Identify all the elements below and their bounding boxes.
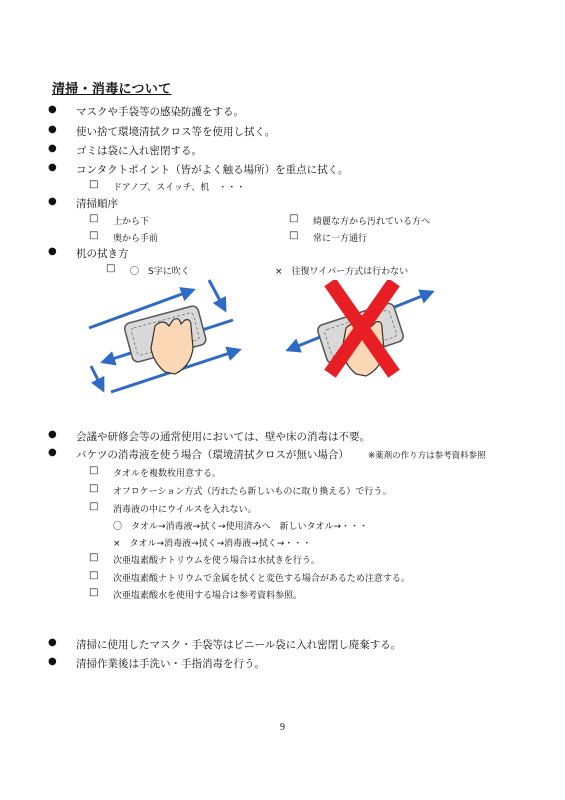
checkbox-item: □ 〇 S字に吹く xyxy=(130,264,190,277)
checkbox-item: □ 常に一方通行 xyxy=(313,231,367,244)
checkbox-item: □ 次亜塩素酸ナトリウムで金属を拭くと変色する場合があるため注意する。 xyxy=(113,571,410,584)
checkbox-item: □ 綺麗な方から汚れている方へ xyxy=(313,214,430,227)
bad-method-label: × 往復ワイパー方式は行わない xyxy=(275,267,409,277)
wiper-method-illustration xyxy=(282,280,442,390)
page-title: 清掃・消毒について xyxy=(52,82,172,97)
bullet-item: ● マスクや手袋等の感染防護をする。 xyxy=(76,104,244,119)
checkbox-item: □ ドアノブ、スイッチ、机 ・・・ xyxy=(113,180,245,193)
bullet-item: ● 机の拭き方 xyxy=(76,246,129,261)
bullet-item: ● 清掃順序 xyxy=(76,196,118,211)
checkbox-item: □ オフロケーション方式（汚れたら新しいものに取り換える）で行う。 xyxy=(113,484,391,497)
checkbox-item: □ 消毒液の中にウイルスを入れない。 xyxy=(113,502,256,515)
bullet-item: ● 清掃作業後は手洗い・手指消毒を行う。 xyxy=(76,656,265,671)
checkbox-item: □ 上から下 xyxy=(113,214,149,227)
page-number: 9 xyxy=(280,722,285,733)
correct-example: 〇 タオル→消毒液→拭く→使用済みへ 新しいタオル→・・・ xyxy=(113,522,368,532)
checkbox-item: □ 次亜塩素酸水を使用する場合は参考資料参照。 xyxy=(113,588,302,601)
incorrect-example: × タオル→消毒液→拭く→消毒液→拭く→・・・ xyxy=(113,539,312,549)
checkbox-item: □ タオルを複数枚用意する。 xyxy=(113,466,221,479)
bullet-item: ● 清掃に使用したマスク・手袋等はビニール袋に入れ密閉し廃棄する。 xyxy=(76,637,401,652)
bullet-item: ● 使い捨て環境清拭クロス等を使用し拭く。 xyxy=(76,124,275,139)
checkbox-item: □ 奥から手前 xyxy=(113,231,158,244)
checkbox-item: □ 次亜塩素酸ナトリウムを使う場合は水拭きを行う。 xyxy=(113,553,320,566)
reference-note: ※薬剤の作り方は参考資料参照 xyxy=(368,451,486,461)
bullet-item: ● バケツの消毒液を使う場合（環境清拭クロスが無い場合） xyxy=(76,447,349,462)
bullet-item: ● ゴミは袋に入れ密閉する。 xyxy=(76,143,202,158)
bullet-item: ● 会議や研修会等の通常使用においては、壁や床の消毒は不要。 xyxy=(76,429,370,444)
bullet-item: ● コンタクトポイント（皆がよく触る場所）を重点に拭く。 xyxy=(76,162,348,177)
s-wipe-illustration xyxy=(85,278,245,398)
